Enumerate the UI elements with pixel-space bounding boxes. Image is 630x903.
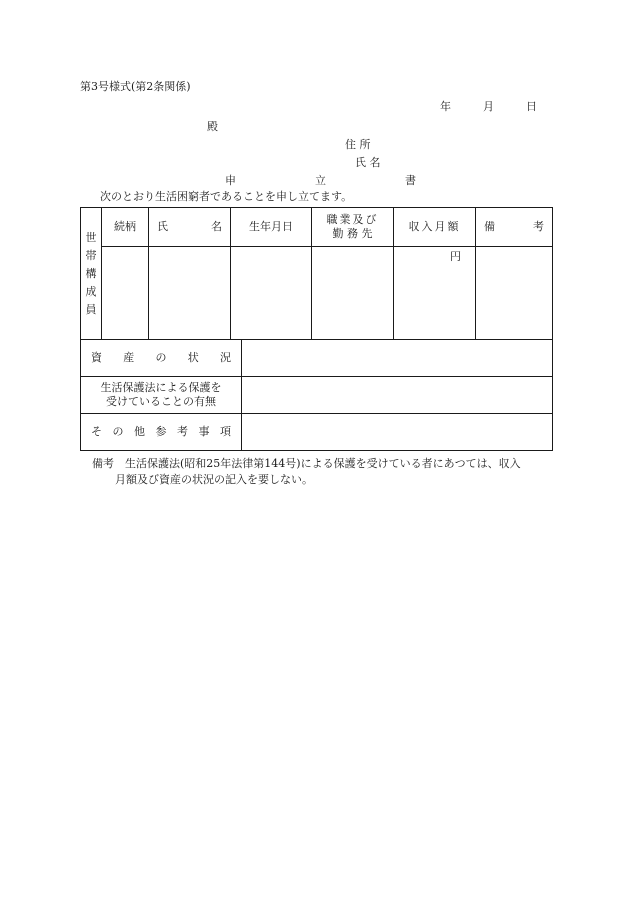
doc-title-char-3: 書	[405, 174, 416, 187]
other-reference-label: そ の 他 参 考 事 項	[81, 414, 242, 451]
household-members-label: 世 帯 構 成 員	[81, 208, 102, 340]
cell-income[interactable]	[394, 247, 476, 340]
doc-title-char-1: 申	[225, 174, 236, 187]
date-line	[440, 101, 537, 112]
addressee-suffix: 殿	[207, 120, 218, 133]
header-relation: 続柄	[102, 208, 149, 247]
cell-remarks[interactable]	[476, 247, 553, 340]
doc-title-char-2: 立	[315, 174, 326, 187]
remarks-note-line-1: 備考 生活保護法(昭和25年法律第144号)による保護を受けている者にあつては、収入	[92, 457, 521, 470]
date-month-label: 月	[483, 100, 494, 113]
cell-relation[interactable]	[102, 247, 149, 340]
header-income: 収入月額	[394, 208, 476, 247]
cell-name[interactable]	[149, 247, 231, 340]
date-day-label: 日	[526, 100, 537, 113]
remarks-note-line-2: 月額及び資産の状況の記入を要しない。	[115, 473, 313, 486]
other-reference-field[interactable]	[242, 414, 553, 451]
intro-statement: 次のとおり生活困窮者であることを申し立てます。	[100, 190, 353, 203]
document-title	[225, 175, 416, 186]
cell-birthdate[interactable]	[231, 247, 312, 340]
date-year-label: 年	[440, 100, 451, 113]
welfare-protection-field[interactable]	[242, 377, 553, 414]
form-title: 第3号様式(第2条関係)	[80, 80, 191, 93]
address-label: 住 所	[345, 138, 371, 151]
applicant-address	[345, 139, 394, 150]
header-birthdate: 生年月日	[231, 208, 312, 247]
cell-occupation[interactable]	[312, 247, 394, 340]
welfare-protection-label: 生活保護法による保護を 受けていることの有無	[81, 377, 242, 414]
applicant-name	[355, 157, 404, 168]
header-remarks: 備 考	[476, 208, 553, 247]
header-occupation: 職業及び 勤 務 先	[312, 208, 394, 247]
assets-status-label: 資 産 の 状 況	[81, 340, 242, 377]
household-form-table	[80, 207, 553, 451]
name-label: 氏 名	[355, 156, 381, 169]
header-name: 氏 名	[149, 208, 231, 247]
yen-unit: 円	[450, 250, 461, 263]
assets-status-field[interactable]	[242, 340, 553, 377]
